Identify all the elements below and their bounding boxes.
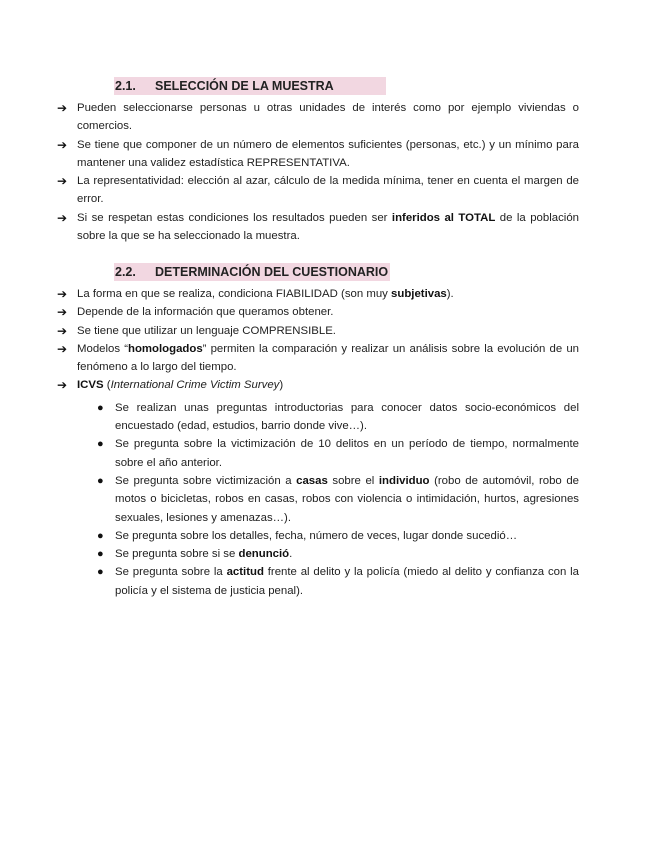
sub-list-item-text — [115, 530, 517, 542]
text-run: Se pregunta sobre la — [115, 566, 227, 579]
text-run: ( — [103, 379, 111, 392]
bold-text: homologados — [127, 342, 203, 355]
list-item-text — [77, 102, 579, 132]
list-item-text — [77, 139, 579, 169]
list-item — [57, 172, 579, 209]
list-item-text — [77, 306, 333, 318]
bold-text: inferidos al TOTAL — [391, 211, 496, 224]
text-run: Se tiene que componer de un número de elementos suficientes (personas, etc.) y un mínimo para mantener una validez estadística REPRESENTATIVA. — [77, 138, 579, 169]
section-seleccion-muestra — [57, 77, 579, 245]
text-run: sobre el — [327, 474, 379, 487]
text-run: Modelos “ — [77, 342, 128, 355]
text-run: Pueden seleccionarse personas u otras unidades de interés como por ejemplo viviendas o comercios. — [77, 102, 579, 133]
sub-list-item-text — [115, 402, 579, 432]
arrow-right-icon: ➔ — [57, 137, 68, 152]
list-item-text — [77, 325, 336, 337]
text-run: Se pregunta sobre la victimización de 10 delitos en un período de tiempo, normalmente sobre el año anterior. — [115, 438, 579, 469]
list-item — [57, 209, 579, 246]
section-determinacion-cuestionario — [57, 263, 579, 600]
section-title: DETERMINACIÓN DEL CUESTIONARIO — [155, 265, 389, 279]
sub-list-item — [97, 527, 579, 545]
arrow-right-icon: ➔ — [57, 378, 68, 393]
arrow-right-icon: ➔ — [57, 287, 68, 301]
bold-text: denunció — [238, 548, 290, 561]
section-heading — [114, 77, 386, 95]
bullet-dot-icon: ● — [97, 401, 104, 414]
list-item — [57, 322, 579, 340]
list-item — [57, 99, 579, 136]
arrow-right-icon: ➔ — [57, 210, 68, 225]
bullet-dot-icon: ● — [97, 529, 104, 542]
list-item — [57, 376, 579, 394]
bold-text: subjetivas — [391, 288, 447, 300]
text-run: (robo de automóvil, robo de motos o bicicletas, robos en casas, robos con violencia o intimidación, hurtos, agresiones sexuales, lesiones y amenazas…). — [115, 474, 579, 524]
section-number: 2.2. — [115, 265, 136, 279]
bullet-dot-icon: ● — [97, 566, 104, 579]
sub-list-item-text — [115, 548, 292, 560]
list-item — [57, 285, 579, 303]
text-run: Depende de la información que queramos obtener. — [77, 306, 334, 319]
text-run: Se tiene que utilizar un lenguaje COMPRENSIBLE. — [77, 324, 336, 337]
text-run: de la población sobre la que se ha seleccionado la muestra. — [77, 211, 579, 243]
sub-list-item — [97, 545, 579, 563]
sub-bullet-list — [57, 399, 579, 600]
list-item — [57, 303, 579, 321]
sub-list-item-text — [115, 438, 579, 468]
sub-list-item — [97, 435, 579, 472]
sub-list-item-text — [115, 566, 579, 596]
arrow-right-icon: ➔ — [57, 305, 68, 320]
bold-text: ICVS — [77, 379, 104, 392]
bullet-dot-icon: ● — [97, 548, 104, 561]
text-run: Si se respetan estas condiciones los resultados pueden ser — [77, 211, 392, 224]
sub-list-item — [97, 399, 579, 436]
list-item — [57, 340, 579, 377]
text-run: . — [289, 548, 293, 561]
bold-text: individuo — [378, 474, 430, 487]
section-heading — [114, 263, 390, 281]
list-item-text — [77, 379, 283, 391]
text-run: La representatividad: elección al azar, cálculo de la medida mínima, tener en cuenta el margen de error. — [77, 175, 579, 206]
list-item-text — [77, 343, 579, 373]
bullet-dot-icon: ● — [97, 474, 104, 487]
list-item-text — [77, 175, 579, 205]
sub-list-item-text — [115, 475, 579, 524]
sub-list-item — [97, 563, 579, 600]
text-run: ) — [279, 379, 284, 392]
sub-list-item — [97, 472, 579, 527]
list-item-text — [77, 212, 579, 242]
text-run: frente al delito y la policía (miedo al delito y confianza con la policía y el sistema de justicia penal). — [115, 566, 580, 597]
arrow-right-icon: ➔ — [57, 323, 68, 338]
text-run: Se pregunta sobre si se — [115, 548, 239, 561]
text-run: Se pregunta sobre los detalles, fecha, número de veces, lugar donde sucedió… — [115, 529, 518, 542]
text-run: Se realizan unas preguntas introductorias para conocer datos socio-económicos del encuestado (edad, estudios, barrio donde vive…). — [115, 401, 579, 433]
section-number: 2.1. — [115, 79, 136, 93]
arrow-right-icon: ➔ — [57, 174, 68, 189]
section-title: SELECCIÓN DE LA MUESTRA — [155, 79, 334, 93]
italic-text: International Crime Victim Survey — [110, 379, 280, 392]
bold-text: casas — [296, 474, 328, 487]
arrow-right-icon: ➔ — [57, 341, 68, 356]
list-item-text — [77, 288, 454, 300]
bold-text: actitud — [226, 566, 264, 579]
arrow-right-icon: ➔ — [57, 101, 68, 115]
bullet-list — [57, 99, 579, 245]
text-run: La forma en que se realiza, condiciona FIABILIDAD (son muy — [77, 288, 392, 300]
text-run: ” permiten la comparación y realizar un análisis sobre la evolución de un fenómeno a lo largo del tiempo. — [77, 342, 579, 374]
text-run: ). — [446, 288, 454, 300]
bullet-dot-icon: ● — [97, 438, 104, 451]
bullet-list — [57, 285, 579, 600]
text-run: Se pregunta sobre victimización a — [115, 474, 297, 487]
list-item — [57, 136, 579, 173]
